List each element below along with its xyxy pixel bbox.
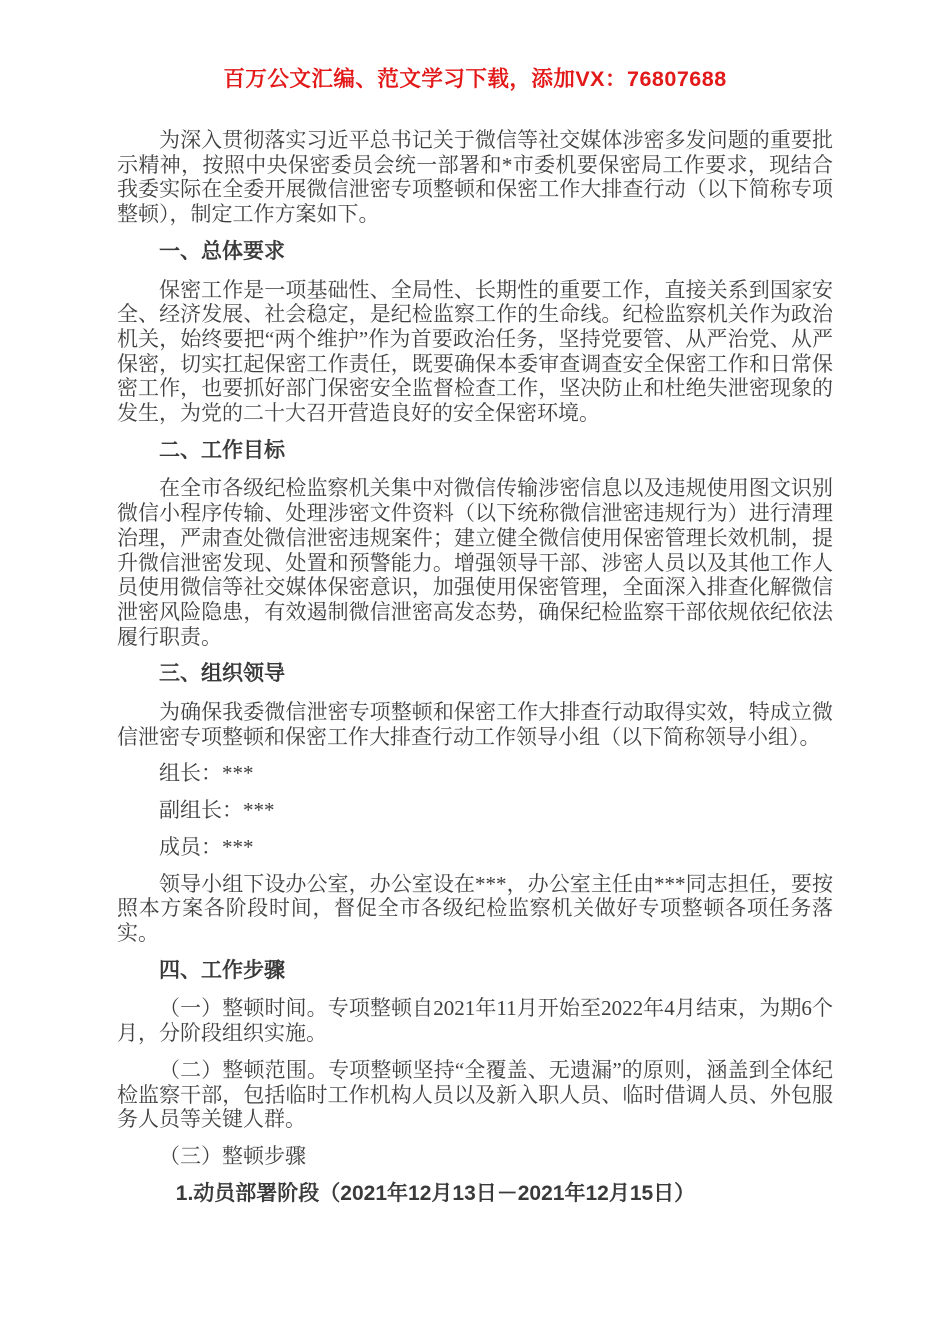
rectification-steps-line: （三）整顿步骤 [159, 1143, 306, 1168]
intro-paragraph: 为深入贯彻落实习近平总书记关于微信等社交媒体涉密多发问题的重要批示精神，按照中央保密委员会统一部署和*市委机要保密局工作要求，现结合我委实际在全委开展微信泄密专项整顿和保密工作大排查行动（以下简称专项整顿），制定工作方案如下。 [117, 128, 833, 227]
section2-heading: 二、工作目标 [159, 438, 285, 462]
deputy-leader-line: 副组长：*** [159, 798, 275, 823]
members-line: 成员：*** [159, 834, 254, 859]
section3-paragraph: 为确保我委微信泄密专项整顿和保密工作大排查行动取得实效，特成立微信泄密专项整顿和保密工作大排查行动工作领导小组（以下简称领导小组）。 [117, 700, 833, 749]
ad-banner-text: 百万公文汇编、范文学习下载，添加VX：76807688 [223, 67, 727, 91]
section1-paragraph: 保密工作是一项基础性、全局性、长期性的重要工作，直接关系到国家安全、经济发展、社会稳定，是纪检监察工作的生命线。纪检监察机关作为政治机关，始终要把“两个维护”作为首要政治任务，坚持党要管、从严治党、从严保密，切实扛起保密工作责任，既要确保本委审查调查安全保密工作和日常保密工作，也要抓好部门保密安全监督检查工作，坚决防止和杜绝失泄密现象的发生，为党的二十大召开营造良好的安全保密环境。 [117, 277, 833, 426]
section4-heading: 四、工作步骤 [159, 958, 285, 982]
section1-heading: 一、总体要求 [159, 239, 285, 263]
stage1-heading: 1.动员部署阶段（2021年12月13日－2021年12月15日） [175, 1181, 696, 1205]
section2-paragraph: 在全市各级纪检监察机关集中对微信传输涉密信息以及违规使用图文识别微信小程序传输、处理涉密文件资料（以下统称微信泄密违规行为）进行清理治理，严肃查处微信泄密违规案件；建立健全微信使用保密管理长效机制，提升微信泄密发现、处置和预警能力。增强领导干部、涉密人员以及其他工作人员使用微信等社交媒体保密意识，加强使用保密管理，全面深入排查化解微信泄密风险隐患，有效遏制微信泄密高发态势，确保纪检监察干部依规依纪依法履行职责。 [117, 476, 833, 649]
rectification-time-paragraph: （一）整顿时间。专项整顿自2021年11月开始至2022年4月结束，为期6个月，分阶段组织实施。 [117, 996, 833, 1046]
office-paragraph: 领导小组下设办公室，办公室设在***，办公室主任由***同志担任，要按照本方案各阶段时间，督促全市各级纪检监察机关做好专项整顿各项任务落实。 [117, 871, 833, 945]
section3-heading: 三、组织领导 [159, 662, 285, 686]
group-leader-line: 组长：*** [159, 761, 254, 786]
rectification-scope-paragraph: （二）整顿范围。专项整顿坚持“全覆盖、无遗漏”的原则，涵盖到全体纪检监察干部，包括临时工作机构人员以及新入职人员、临时借调人员、外包服务人员等关键人群。 [117, 1057, 833, 1132]
document-body [0, 128, 950, 1206]
